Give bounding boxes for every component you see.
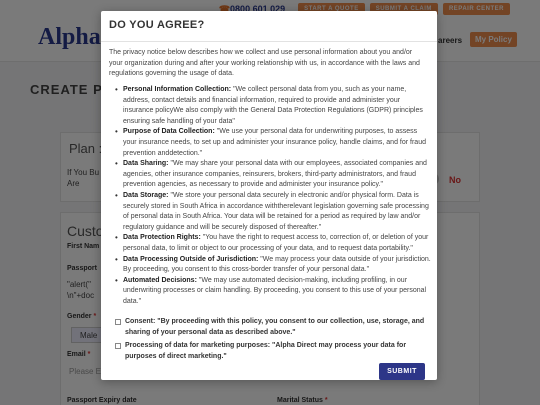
privacy-item: • Data Processing Outside of Jurisdiction: "We may process your data outside of your jurisdiction. By proceeding, you consent to this cross-border transfer of your personal data." <box>115 255 431 276</box>
privacy-consent-modal <box>101 11 437 380</box>
submit-button[interactable]: SUBMIT <box>379 363 425 380</box>
modal-title: DO YOU AGREE? <box>109 19 205 31</box>
privacy-item: • Automated Decisions: "We may use automated decision-making, including profiling, in our underwriting processes or claim handling. By proceeding, you consent to this use of your personal data." <box>115 276 431 308</box>
privacy-item: • Data Sharing: "We may share your personal data with our employees, associated companies and agencies, other insurance companies, reinsurers, brokers, third-party administrators, and fraud prevention agencies, as necessary to provide and administer your insurance policy." <box>115 159 431 191</box>
consent-checkbox[interactable] <box>115 319 121 325</box>
privacy-item: • Data Storage: "We store your personal data securely in electronic and/or physical form. Data is securely stored in South Africa in accordance withtherelevant legislation governing safe processing of personal data in South Africa. Your data will be retained for a period as required by law and/or regulatory guidance and will be securely disposed of thereafter." <box>115 191 431 233</box>
privacy-intro: The privacy notice below describes how we collect and use personal information about you and/or your organization during and after your working relationship with us, in accordance with the laws and regulations governing the usage of data. <box>109 49 420 78</box>
modal-divider <box>101 41 437 42</box>
privacy-item: • Data Protection Rights: "You have the right to request access to, correction of, or deletion of your personal data, to limit or object to our processing of your data, and to request data portability." <box>115 233 431 254</box>
marketing-consent-label[interactable]: Processing of data for marketing purposes: "Alpha Direct may process your data for purposes of direct marketing." <box>125 342 407 360</box>
marketing-consent-checkbox[interactable] <box>115 343 121 349</box>
consent-label[interactable]: Consent: "By proceeding with this policy, you consent to our collection, use, storage, and sharing of your personal data as described above." <box>125 318 425 336</box>
privacy-item: • Personal Information Collection: "We collect personal data from you, such as your name, address, contact details and financial information, required to provide and administer your insurance policyWe also comply with the General Data Protection Regulations (GDPR) principles ensuring safe handling of your data" <box>115 85 431 127</box>
marketing-consent-row <box>115 341 425 362</box>
consent-row <box>115 317 425 338</box>
privacy-items-list <box>115 85 431 307</box>
privacy-item: • Purpose of Data Collection: "We use your personal data for underwriting purposes, to assess your insurance needs, to set up and administer your insurance policy, handle claims, and for fraud prevention anddetection." <box>115 127 431 159</box>
